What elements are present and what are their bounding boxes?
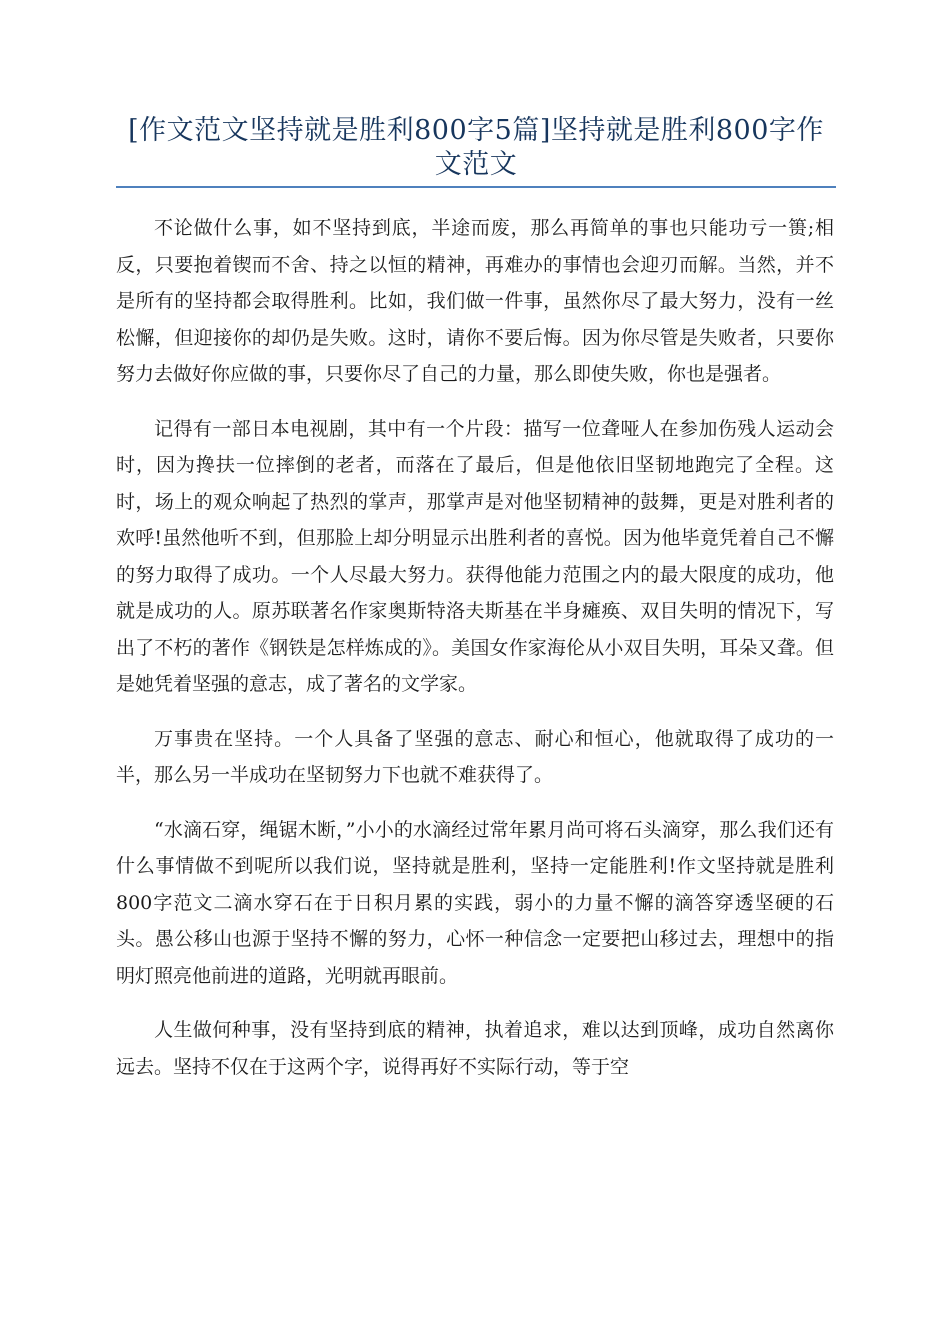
document-body — [116, 210, 834, 1103]
paragraph: 万事贵在坚持。一个人具备了坚强的意志、耐心和恒心，他就取得了成功的一半，那么另一半成功在坚韧努力下也就不难获得了。 — [116, 727, 834, 786]
paragraph: “水滴石穿，绳锯木断，”小小的水滴经过常年累月尚可将石头滴穿，那么我们还有什么事情做不到呢所以我们说，坚持就是胜利，坚持一定能胜利!作文坚持就是胜利800字范文二滴水穿石在于日积月累的实践，弱小的力量不懈的滴答穿透坚硬的石头。愚公移山也源于坚持不懈的努力，心怀一种信念一定要把山移过去，理想中的指明灯照亮他前进的道路，光明就再眼前。 — [116, 818, 834, 987]
paragraph: 人生做何种事，没有坚持到底的精神，执着追求，难以达到顶峰，成功自然离你远去。坚持不仅在于这两个字，说得再好不实际行动，等于空 — [116, 1019, 834, 1078]
paragraph: 不论做什么事，如不坚持到底，半途而废，那么再简单的事也只能功亏一篑;相反，只要抱着锲而不舍、持之以恒的精神，再难办的事情也会迎刃而解。当然，并不是所有的坚持都会取得胜利。比如，我们做一件事，虽然你尽了最大努力，没有一丝松懈，但迎接你的却仍是失败。这时，请你不要后悔。因为你尽管是失败者，只要你努力去做好你应做的事，只要你尽了自己的力量，那么即使失败，你也是强者。 — [116, 217, 834, 385]
title-block — [116, 114, 836, 188]
page-title: [作文范文坚持就是胜利800字5篇]坚持就是胜利800字作文范文 — [128, 115, 824, 180]
paragraph: 记得有一部日本电视剧，其中有一个片段：描写一位聋哑人在参加伤残人运动会时，因为搀扶一位摔倒的老者，而落在了最后，但是他依旧坚韧地跑完了全程。这时，场上的观众响起了热烈的掌声，那掌声是对他坚韧精神的鼓舞，更是对胜利者的欢呼!虽然他听不到，但那脸上却分明显示出胜利者的喜悦。因为他毕竟凭着自己不懈的努力取得了成功。一个人尽最大努力。获得他能力范围之内的最大限度的成功，他就是成功的人。原苏联著名作家奥斯特洛夫斯基在半身瘫痪、双目失明的情况下，写出了不朽的著作《钢铁是怎样炼成的》。美国女作家海伦从小双目失明，耳朵又聋。但是她凭着坚强的意志，成了著名的文学家。 — [116, 417, 834, 695]
